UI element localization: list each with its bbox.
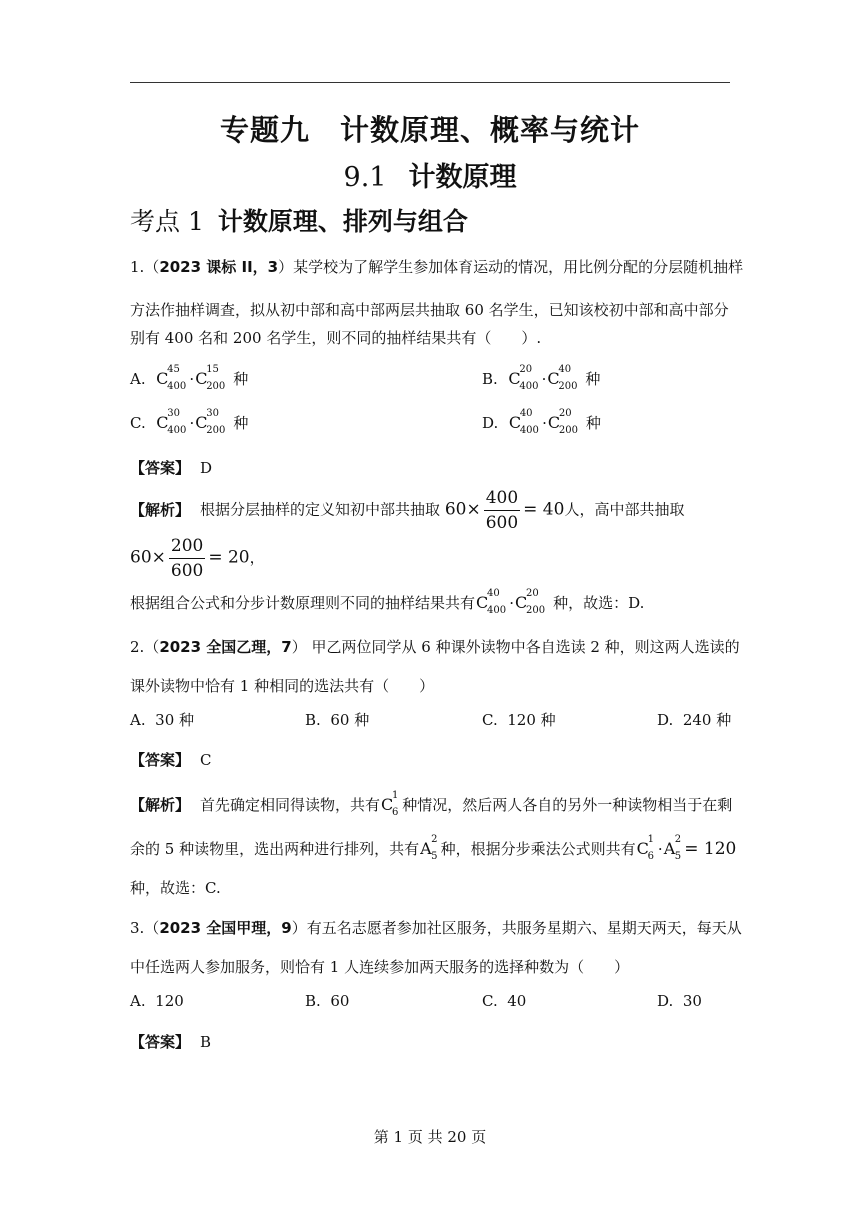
permutation-symbol: A 2 5	[420, 834, 438, 862]
q3-stem-line1	[130, 917, 742, 938]
math-expr: 60×	[130, 547, 166, 568]
q1-analysis-line2	[130, 536, 265, 581]
q3-answer	[130, 1031, 211, 1052]
q2-option-d	[657, 709, 731, 730]
answer-tag: 【答案】	[130, 751, 191, 769]
analysis-text: 根据组合公式和分步计数原理则不同的抽样结果共有	[130, 594, 476, 612]
option-label: A.	[130, 370, 146, 388]
q1-prefix: 1.（	[130, 258, 160, 276]
q2-text1: ） 甲乙两位同学从 6 种课外读物中各自选读 2 种，则这两人选读的	[291, 638, 740, 656]
q3-prefix: 3.（	[130, 919, 160, 937]
page-footer: 第 1 页 共 20 页	[373, 1128, 487, 1146]
q1-stem-line2: 方法作抽样调查，拟从初中部和高中部两层共抽取 60 名学生，已知该校初中部和高中部分	[130, 301, 729, 319]
q3-source: 2023 全国甲理，9	[159, 919, 292, 937]
q1-analysis-line3: 根据组合公式和分步计数原理则不同的抽样结果共有C 40 400 ·C 20 200 种，故选：D.	[130, 588, 645, 616]
q3-text1: ）有五名志愿者参加社区服务，共服务星期六、星期天两天，每天从	[291, 919, 742, 937]
q2-option-a	[130, 709, 194, 730]
q2-analysis-line2: 余的 5 种读物里，选出两种进行排列，共有A 2 5 种，根据分步乘法公式则共有C 1 6 ·A 2 5 = 120	[130, 834, 737, 862]
option-label: A.	[130, 992, 146, 1010]
combination-symbol: C 40 200	[547, 364, 578, 392]
analysis-tag: 【解析】	[130, 500, 191, 519]
q2-prefix: 2.（	[130, 638, 160, 656]
option-unit: 种	[585, 414, 601, 432]
option-label: B.	[305, 711, 321, 729]
q1-option-b: B. C 20 400 ·C 40 200 种	[482, 364, 601, 392]
q3-option-c	[482, 992, 526, 1010]
combination-symbol: C 1 6	[636, 834, 655, 862]
option-label: C.	[482, 992, 498, 1010]
combination-symbol: C 15 200	[195, 364, 226, 392]
section-name: 计数原理	[408, 162, 517, 193]
analysis-text: ，	[249, 548, 265, 567]
answer-value: C	[200, 751, 212, 769]
permutation-symbol: A 2 5	[663, 834, 682, 862]
analysis-text: 根据分层抽样的定义知初中部共抽取	[200, 500, 441, 519]
section-number: 9.1	[343, 162, 387, 193]
combination-symbol: C 40 400	[476, 588, 507, 616]
analysis-text: 种情况，然后两人各自的另外一种读物相当于在剩	[402, 796, 733, 814]
analysis-text: 种，故选：D.	[553, 594, 645, 612]
q3-option-b	[305, 992, 349, 1010]
combination-symbol: C 30 400	[156, 408, 187, 436]
combination-symbol: C 1 6	[381, 790, 399, 818]
option-value: 60 种	[330, 711, 370, 729]
answer-tag: 【答案】	[130, 1033, 191, 1051]
q3-option-d	[657, 992, 702, 1010]
option-unit: 种	[233, 370, 249, 388]
option-label: A.	[130, 711, 146, 729]
option-unit: 种	[585, 370, 601, 388]
option-label: B.	[482, 370, 498, 388]
math-expr: = 20	[208, 547, 250, 568]
analysis-text: 种，根据分步乘法公式则共有	[440, 840, 636, 858]
q2-source: 2023 全国乙理，7	[159, 638, 292, 656]
fraction: $\frac{400}{600}$	[485, 488, 519, 533]
q3-option-a	[130, 992, 184, 1010]
topic-number: 考点 1	[130, 207, 204, 236]
combination-symbol: C 30 200	[195, 408, 226, 436]
q1-stem-line1	[130, 256, 743, 277]
math-expr: = 120	[684, 839, 737, 859]
option-value: 120	[155, 992, 184, 1010]
combination-symbol: C 20 200	[515, 588, 546, 616]
combination-symbol: C 45 400	[156, 364, 187, 392]
q2-answer	[130, 749, 212, 770]
option-value: 30 种	[155, 711, 195, 729]
q1-option-a: A. C 45 400 ·C 15 200 种	[130, 364, 249, 392]
answer-tag: 【答案】	[130, 459, 191, 477]
math-expr: = 40	[523, 499, 565, 520]
analysis-text: 人，高中部共抽取	[564, 500, 685, 519]
option-label: D.	[482, 414, 499, 432]
option-value: 30	[682, 992, 702, 1010]
q2-analysis-line1	[130, 790, 733, 818]
option-label: D.	[657, 992, 674, 1010]
q1-source: 2023 课标 II，3	[159, 258, 279, 276]
q1-answer	[130, 457, 212, 478]
q1-option-d: D. C 40 400 ·C 20 200 种	[482, 408, 601, 436]
analysis-text: 余的 5 种读物里，选出两种进行排列，共有	[130, 840, 420, 858]
q3-stem-line2: 中任选两人参加服务，则恰有 1 人连续参加两天服务的选择种数为（ ）	[130, 958, 630, 976]
analysis-text: 首先确定相同得读物，共有	[200, 796, 381, 814]
q2-option-b	[305, 709, 369, 730]
q1-text1: ）某学校为了解学生参加体育运动的情况，用比例分配的分层随机抽样	[278, 258, 744, 276]
option-value: 240 种	[682, 711, 732, 729]
option-label: D.	[657, 711, 674, 729]
chapter-title: 专题九 计数原理、概率与统计	[219, 113, 640, 147]
option-value: 60	[330, 992, 350, 1010]
option-label: C.	[130, 414, 146, 432]
q1-option-c: C. C 30 400 ·C 30 200 种	[130, 408, 249, 436]
header-rule	[130, 82, 730, 83]
q1-stem-line3: 别有 400 名和 200 名学生，则不同的抽样结果共有（ ）.	[130, 329, 542, 347]
option-label: C.	[482, 711, 498, 729]
q2-option-c	[482, 709, 556, 730]
fraction: $\frac{200}{600}$	[170, 536, 204, 581]
answer-value: B	[200, 1033, 212, 1051]
math-expr: 60×	[444, 499, 481, 520]
section-title	[0, 155, 860, 194]
q1-analysis-line1	[130, 488, 684, 533]
q2-stem-line1	[130, 636, 740, 657]
combination-symbol: C 20 400	[508, 364, 539, 392]
q2-stem-line2: 课外读物中恰有 1 种相同的选法共有（ ）	[130, 677, 435, 695]
topic-heading	[130, 202, 468, 238]
option-value: 120 种	[507, 711, 556, 729]
option-value: 40	[507, 992, 527, 1010]
q2-analysis-line3: 种，故选：C.	[130, 879, 221, 897]
analysis-tag: 【解析】	[130, 796, 191, 814]
option-unit: 种	[233, 414, 249, 432]
answer-value: D	[200, 459, 213, 477]
topic-name: 计数原理、排列与组合	[217, 207, 468, 236]
option-label: B.	[305, 992, 321, 1010]
combination-symbol: C 40 400	[508, 408, 539, 436]
combination-symbol: C 20 200	[547, 408, 578, 436]
